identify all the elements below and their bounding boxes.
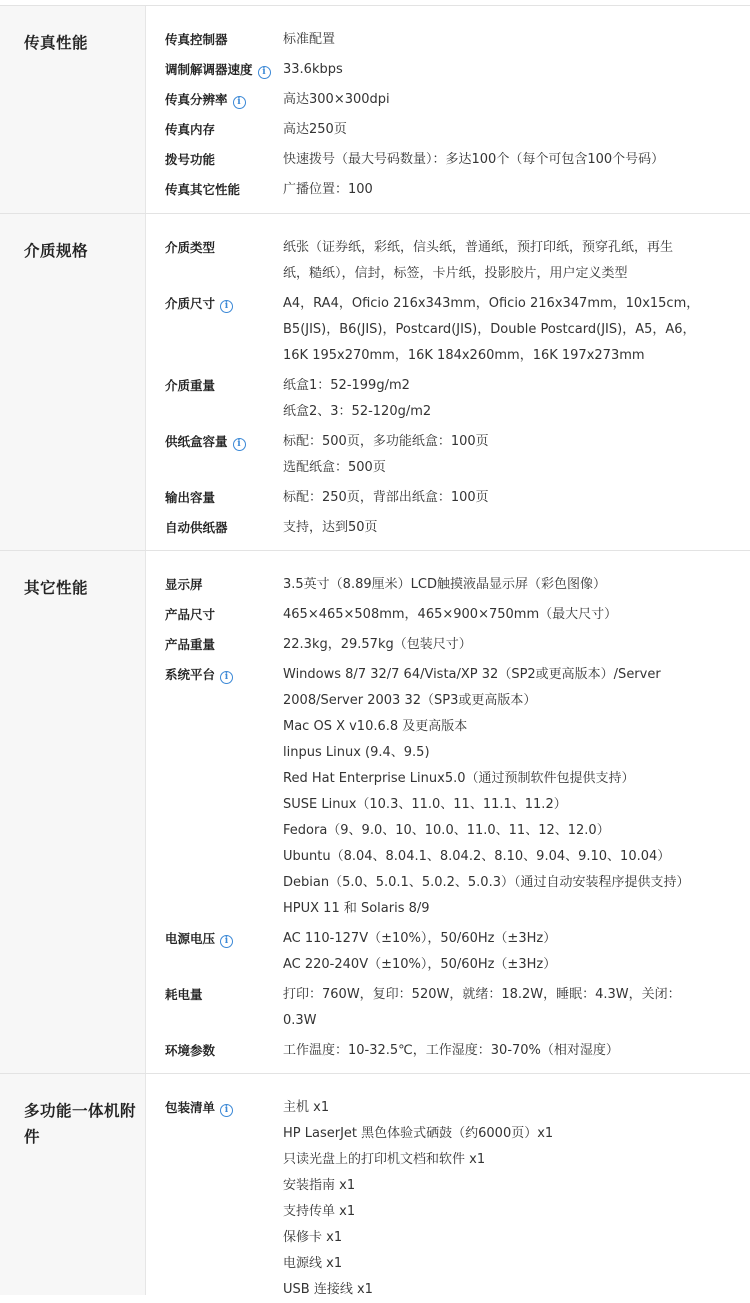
spec-label-text: 系统平台 (165, 667, 216, 682)
spec-label-text: 环境参数 (165, 1043, 216, 1058)
spec-label-text: 传真内存 (165, 122, 216, 137)
spec-label (146, 632, 283, 658)
spec-value (283, 235, 750, 287)
spec-value-line: 高达300×300dpi (283, 92, 390, 107)
spec-label (146, 177, 283, 203)
spec-value-line: Red Hat Enterprise Linux5.0（通过预制软件包提供支持） (283, 771, 635, 786)
spec-value (283, 515, 750, 541)
spec-rows (146, 1074, 750, 1295)
spec-value-line: 22.3kg，29.57kg（包装尺寸） (283, 637, 472, 652)
category-title-line: 件 (24, 1128, 41, 1146)
spec-row (146, 602, 750, 628)
spec-value-line: 纸，糙纸），信封，标签，卡片纸，投影胶片，用户定义类型 (283, 266, 628, 281)
spec-row (146, 57, 750, 83)
spec-label (146, 429, 283, 481)
spec-value-line: 3.5英寸（8.89厘米）LCD触摸液晶显示屏（彩色图像） (283, 577, 606, 592)
spec-label-text: 传真控制器 (165, 32, 228, 47)
spec-value (283, 117, 750, 143)
spec-row (146, 982, 750, 1034)
spec-row (146, 429, 750, 481)
spec-rows (146, 6, 750, 213)
spec-value-line: 33.6kbps (283, 62, 343, 77)
spec-label (146, 1038, 283, 1064)
spec-value-line: AC 110-127V（±10%），50/60Hz（±3Hz） (283, 931, 557, 946)
spec-label-text: 自动供纸器 (165, 520, 228, 535)
spec-value (283, 602, 750, 628)
spec-value-line: A4，RA4，Oficio 216x343mm，Oficio 216x347mm，10x15cm， (283, 296, 700, 311)
spec-value (283, 926, 750, 978)
spec-value (283, 662, 750, 922)
spec-value-line: B5(JIS)，B6(JIS)，Postcard(JIS)，Double Postcard(JIS)，A5，A6， (283, 322, 696, 337)
spec-value (283, 485, 750, 511)
spec-value-line: Ubuntu（8.04、8.04.1、8.04.2、8.10、9.04、9.10、10.04） (283, 849, 671, 864)
spec-value-line: USB 连接线 x1 (283, 1282, 373, 1297)
spec-row (146, 515, 750, 541)
spec-label-text: 传真分辨率 (165, 92, 228, 107)
section-accessories (0, 1074, 750, 1295)
spec-label (146, 602, 283, 628)
spec-label (146, 87, 283, 113)
spec-value (283, 1038, 750, 1064)
category-title: 传真性能 (24, 34, 89, 52)
spec-label-text: 介质尺寸 (165, 296, 216, 311)
spec-value-line: linpus Linux (9.4、9.5) (283, 745, 430, 760)
spec-value-line: 支持，达到50页 (283, 520, 378, 535)
spec-value-line: 标配：500页，多功能纸盒：100页 (283, 434, 489, 449)
spec-label-text: 电源电压 (165, 931, 216, 946)
spec-value (283, 1095, 750, 1303)
spec-value (283, 291, 750, 369)
spec-value-line: 电源线 x1 (283, 1256, 343, 1271)
section-fax (0, 6, 750, 213)
spec-value-line: 标准配置 (283, 32, 336, 47)
spec-label (146, 147, 283, 173)
spec-value-line: 快速拨号（最大号码数量）：多达100个（每个可包含100个号码） (283, 152, 665, 167)
spec-row (146, 373, 750, 425)
spec-label-text: 显示屏 (165, 577, 203, 592)
spec-value-line: 纸盒1：52-199g/m2 (283, 378, 410, 393)
spec-row (146, 662, 750, 922)
category-title: 其它性能 (24, 579, 89, 597)
spec-row (146, 147, 750, 173)
spec-value (283, 147, 750, 173)
spec-label (146, 926, 283, 978)
spec-label-text: 供纸盒容量 (165, 434, 228, 449)
spec-label-text: 包装清单 (165, 1100, 216, 1115)
spec-value-line: HPUX 11 和 Solaris 8/9 (283, 901, 430, 916)
spec-row (146, 1095, 750, 1303)
spec-row (146, 87, 750, 113)
spec-value (283, 632, 750, 658)
category-cell (0, 551, 146, 1073)
spec-value-line: 支持传单 x1 (283, 1204, 356, 1219)
spec-value-line: Fedora（9、9.0、10、10.0、11.0、11、12、12.0） (283, 823, 610, 838)
spec-value-line: 高达250页 (283, 122, 347, 137)
spec-row (146, 1038, 750, 1064)
spec-row (146, 117, 750, 143)
spec-value-line: 标配：250页，背部出纸盒：100页 (283, 490, 489, 505)
spec-value-line: AC 220-240V（±10%），50/60Hz（±3Hz） (283, 957, 557, 972)
spec-value (283, 177, 750, 203)
spec-row (146, 926, 750, 978)
info-icon[interactable]: i (258, 66, 271, 79)
spec-rows (146, 551, 750, 1073)
category-cell (0, 1074, 146, 1295)
category-cell (0, 6, 146, 213)
spec-label (146, 57, 283, 83)
spec-value (283, 572, 750, 598)
spec-label (146, 662, 283, 922)
spec-label (146, 373, 283, 425)
spec-value-line: HP LaserJet 黑色体验式硒鼓（约6000页）x1 (283, 1126, 554, 1141)
spec-label-text: 产品重量 (165, 637, 216, 652)
spec-value-line: Windows 8/7 32/7 64/Vista/XP 32（SP2或更高版本）/Server (283, 667, 661, 682)
spec-value-line: 主机 x1 (283, 1100, 330, 1115)
spec-value-line: 2008/Server 2003 32（SP3或更高版本） (283, 693, 537, 708)
spec-label (146, 291, 283, 369)
spec-row (146, 291, 750, 369)
spec-value (283, 982, 750, 1034)
spec-row (146, 235, 750, 287)
spec-value (283, 373, 750, 425)
spec-row (146, 632, 750, 658)
spec-label-text: 耗电量 (165, 987, 203, 1002)
spec-label-text: 拨号功能 (165, 152, 216, 167)
spec-label-text: 产品尺寸 (165, 607, 216, 622)
spec-row (146, 572, 750, 598)
spec-value (283, 87, 750, 113)
spec-label-text: 传真其它性能 (165, 182, 241, 197)
spec-value-line: 工作温度：10-32.5℃，工作湿度：30-70%（相对湿度） (283, 1043, 619, 1058)
spec-label (146, 117, 283, 143)
spec-label (146, 27, 283, 53)
info-icon[interactable]: i (220, 1104, 233, 1117)
spec-label (146, 235, 283, 287)
spec-label-text: 输出容量 (165, 490, 216, 505)
spec-label (146, 515, 283, 541)
spec-value (283, 27, 750, 53)
spec-value-line: 广播位置：100 (283, 182, 373, 197)
info-icon[interactable]: i (233, 96, 246, 109)
info-icon[interactable]: i (220, 935, 233, 948)
spec-value (283, 57, 750, 83)
section-media (0, 214, 750, 550)
spec-value-line: 安装指南 x1 (283, 1178, 356, 1193)
section-other (0, 551, 750, 1073)
spec-value-line: Debian（5.0、5.0.1、5.0.2、5.0.3）（通过自动安装程序提供支持） (283, 875, 690, 890)
spec-value-line: 纸张（证券纸，彩纸，信头纸，普通纸，预打印纸，预穿孔纸，再生 (283, 240, 674, 255)
spec-row (146, 27, 750, 53)
category-title (24, 1098, 137, 1150)
spec-value (283, 429, 750, 481)
spec-rows (146, 214, 750, 550)
spec-label (146, 485, 283, 511)
info-icon[interactable]: i (220, 300, 233, 313)
spec-value-line: 保修卡 x1 (283, 1230, 343, 1245)
spec-label-text: 调制解调器速度 (165, 62, 253, 77)
spec-value-line: SUSE Linux（10.3、11.0、11、11.1、11.2） (283, 797, 567, 812)
info-icon[interactable]: i (233, 438, 246, 451)
spec-row (146, 177, 750, 203)
spec-label (146, 572, 283, 598)
spec-label (146, 1095, 283, 1303)
category-title-line: 多功能一体机附 (24, 1102, 137, 1120)
spec-value-line: 0.3W (283, 1013, 317, 1028)
spec-value-line: 打印：760W，复印：520W，就绪：18.2W，睡眠：4.3W，关闭： (283, 987, 681, 1002)
info-icon[interactable]: i (220, 671, 233, 684)
category-cell (0, 214, 146, 550)
spec-value-line: 16K 195x270mm，16K 184x260mm，16K 197x273mm (283, 348, 645, 363)
spec-value-line: 只读光盘上的打印机文档和软件 x1 (283, 1152, 486, 1167)
spec-value-line: Mac OS X v10.6.8 及更高版本 (283, 719, 468, 734)
spec-label-text: 介质类型 (165, 240, 216, 255)
spec-label (146, 982, 283, 1034)
spec-value-line: 纸盒2、3：52-120g/m2 (283, 404, 432, 419)
spec-row (146, 485, 750, 511)
category-title: 介质规格 (24, 242, 89, 260)
spec-value-line: 选配纸盒：500页 (283, 460, 386, 475)
spec-label-text: 介质重量 (165, 378, 216, 393)
spec-value-line: 465×465×508mm，465×900×750mm（最大尺寸） (283, 607, 618, 622)
